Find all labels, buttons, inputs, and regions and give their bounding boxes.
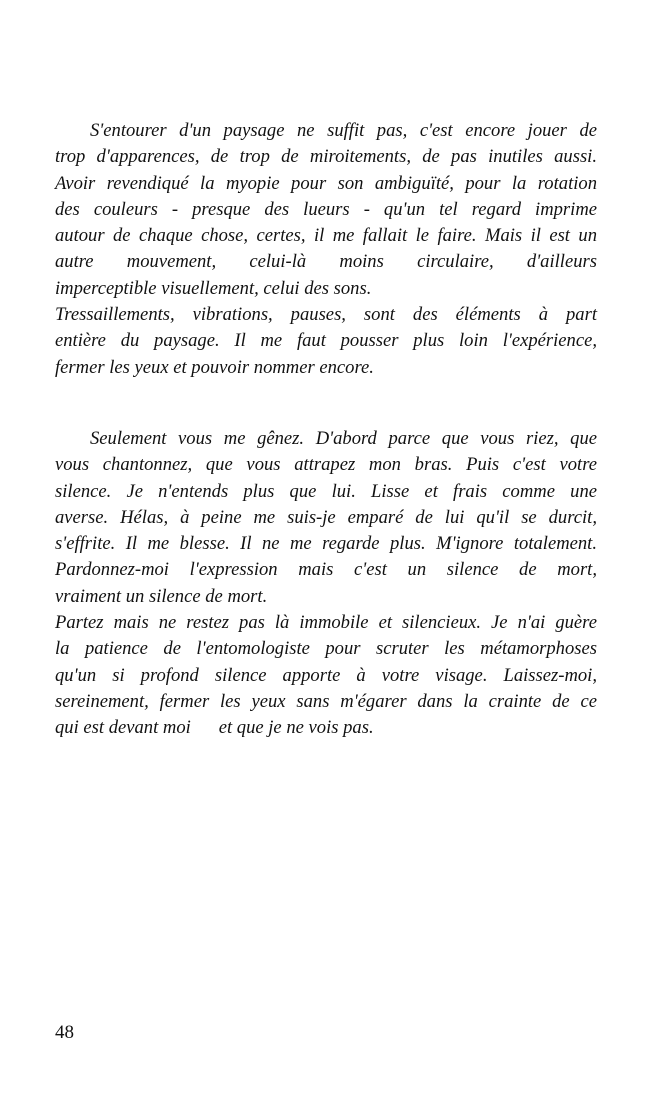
text-section-2 (55, 426, 597, 742)
text-line: des couleurs - presque des lueurs - qu'un tel regard imprime (55, 198, 597, 220)
text-line: qu'un si profond silence apporte à votre visage. Laissez-moi, (55, 664, 597, 686)
text-line: sereinement, fermer les yeux sans m'égarer dans la crainte de ce (55, 690, 597, 712)
text-line: Partez mais ne restez pas là immobile et silencieux. Je n'ai guère (55, 612, 597, 634)
text-line: Avoir revendiqué la myopie pour son ambiguïté, pour la rotation (55, 172, 597, 194)
text-line: trop d'apparences, de trop de miroitements, de pas inutiles aussi. (55, 146, 597, 168)
text-line: qui est devant moi et que je ne vois pas. (55, 717, 374, 739)
text-line: autour de chaque chose, certes, il me fallait le faire. Mais il est un (55, 225, 597, 247)
text-line: Seulement vous me gênez. D'abord parce que vous riez, que (90, 428, 597, 449)
text-line: entière du paysage. Il me faut pousser plus loin l'expérience, (55, 330, 597, 352)
paragraph-3 (55, 426, 597, 610)
text-line: vous chantonnez, que vous attrapez mon bras. Puis c'est votre (55, 454, 597, 476)
paragraph-1 (55, 118, 597, 302)
text-line: s'effrite. Il me blesse. Il ne me regarde plus. M'ignore totalement. (55, 533, 597, 555)
text-line: S'entourer d'un paysage ne suffit pas, c'est encore jouer de (90, 120, 597, 141)
text-line: autre mouvement, celui-là moins circulaire, d'ailleurs (55, 251, 597, 273)
text-line: averse. Hélas, à peine me suis-je emparé de lui qu'il se durcit, (55, 506, 597, 528)
text-line: Tressaillements, vibrations, pauses, sont des éléments à part (55, 304, 597, 326)
paragraph-4 (55, 610, 597, 741)
text-line: Pardonnez-moi l'expression mais c'est un silence de mort, (55, 559, 597, 581)
text-line: la patience de l'entomologiste pour scruter les métamorphoses (55, 638, 597, 660)
text-section-1 (55, 118, 597, 381)
text-line: vraiment un silence de mort. (55, 585, 268, 607)
text-line: imperceptible visuellement, celui des sons. (55, 277, 372, 299)
text-line: silence. Je n'entends plus que lui. Lisse et frais comme une (55, 480, 597, 502)
paragraph-2 (55, 302, 597, 381)
page-number: 48 (55, 1022, 74, 1043)
text-line: fermer les yeux et pouvoir nommer encore. (55, 356, 374, 378)
